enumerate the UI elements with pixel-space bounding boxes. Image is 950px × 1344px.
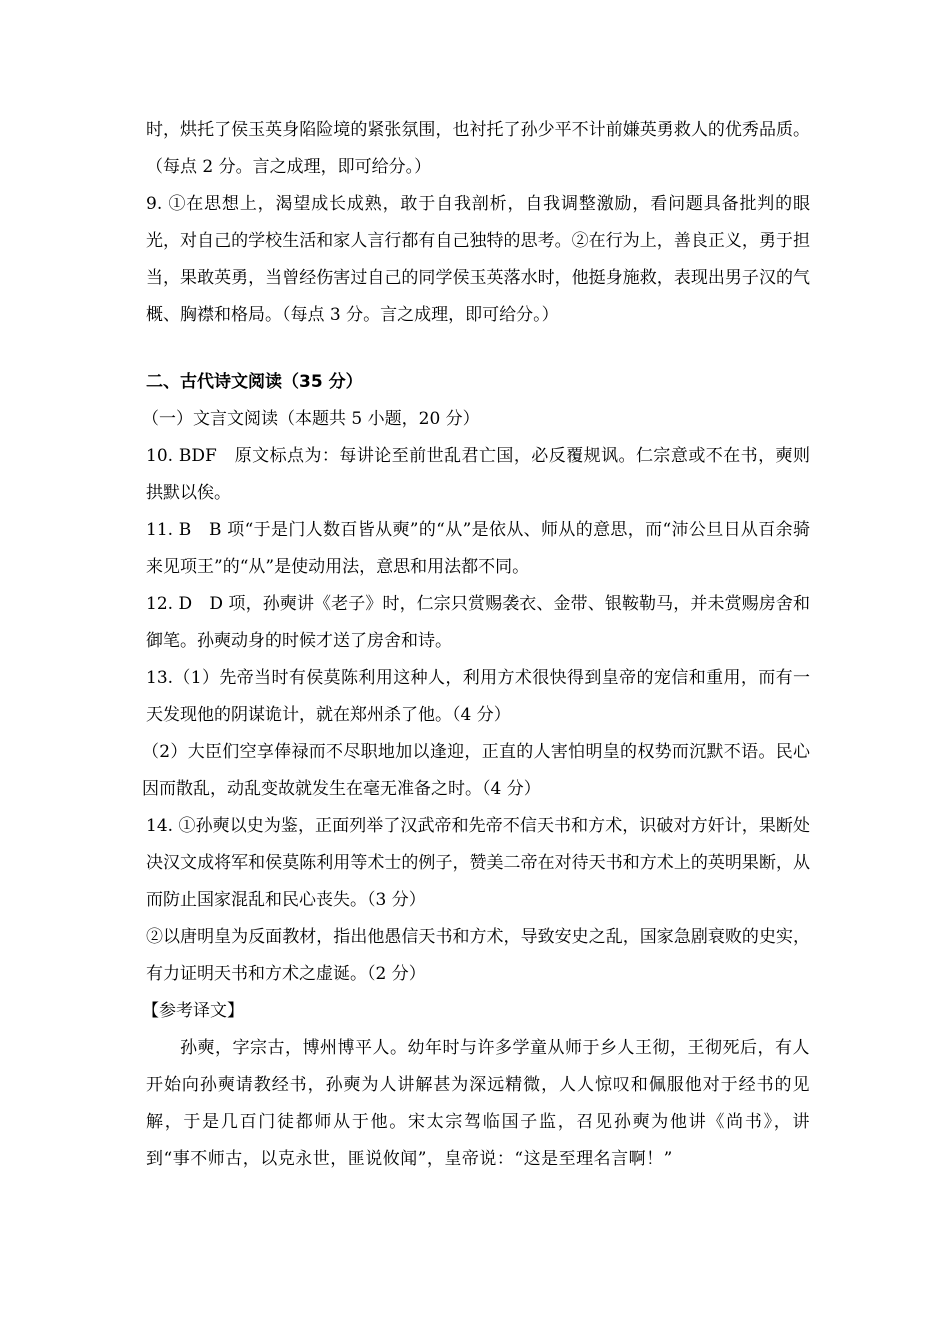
answer-11: 11. B B 项“于是门人数百皆从奭”的“从”是依从、师从的意思，而“沛公旦日从百余骑来见项王”的“从”是使动用法，意思和用法都不同。 xyxy=(146,520,810,577)
document-page xyxy=(142,112,810,1178)
answer-13-part-1: 13.（1）先帝当时有侯莫陈利用这种人，利用方术很快得到皇帝的宠信和重用，而有一天发现他的阴谋诡计，就在郑州杀了他。（4 分） xyxy=(146,668,810,725)
answer-14-part-2: ②以唐明皇为反面教材，指出他愚信天书和方术，导致安史之乱，国家急剧衰败的史实，有力证明天书和方术之虚诞。（2 分） xyxy=(146,927,810,984)
answer-12: 12. D D 项，孙奭讲《老子》时，仁宗只赏赐袭衣、金带、银鞍勒马，并未赏赐房舍和御笔。孙奭动身的时候才送了房舍和诗。 xyxy=(146,594,810,651)
answer-8-continuation: 时，烘托了侯玉英身陷险境的紧张氛围，也衬托了孙少平不计前嫌英勇救人的优秀品质。（每点 2 分。言之成理，即可给分。） xyxy=(146,120,810,177)
reference-translation-text: 孙奭，字宗古，博州博平人。幼年时与许多学童从师于乡人王彻，王彻死后，有人开始向孙奭请教经书，孙奭为人讲解甚为深远精微，人人惊叹和佩服他对于经书的见解，于是几百门徒都师从于他。宋太宗驾临国子监，召见孙奭为他讲《尚书》，讲到“事不师古，以克永世，匪说攸闻”，皇帝说：“这是至理名言啊！” xyxy=(146,1038,810,1169)
answer-14-part-1: 14. ①孙奭以史为鉴，正面列举了汉武帝和先帝不信天书和方术，识破对方奸计，果断处决汉文成将军和侯莫陈利用等术士的例子，赞美二帝在对待天书和方术上的英明果断，从而防止国家混乱和民心丧失。（3 分） xyxy=(146,816,810,910)
answer-10: 10. BDF 原文标点为：每讲论至前世乱君亡国，必反覆规讽。仁宗意或不在书，奭则拱默以俟。 xyxy=(146,446,810,503)
answer-13-part-2: （2）大臣们空享俸禄而不尽职地加以逢迎，正直的人害怕明皇的权势而沉默不语。民心因而散乱，动乱变故就发生在毫无准备之时。（4 分） xyxy=(142,742,810,799)
section-gap xyxy=(146,334,810,364)
answer-9: 9. ①在思想上，渴望成长成熟，敢于自我剖析，自我调整激励，看问题具备批判的眼光，对自己的学校生活和家人言行都有自己独特的思考。②在行为上，善良正义，勇于担当，果敢英勇，当曾经伤害过自己的同学侯玉英落水时，他挺身施救，表现出男子汉的气概、胸襟和格局。（每点 3 分。言之成理，即可给分。） xyxy=(146,194,810,325)
section-heading: 二、古代诗文阅读（35 分） xyxy=(146,372,363,392)
subsection-heading: （一）文言文阅读（本题共 5 小题，20 分） xyxy=(142,409,480,429)
reference-translation-heading: 【参考译文】 xyxy=(142,1001,244,1021)
